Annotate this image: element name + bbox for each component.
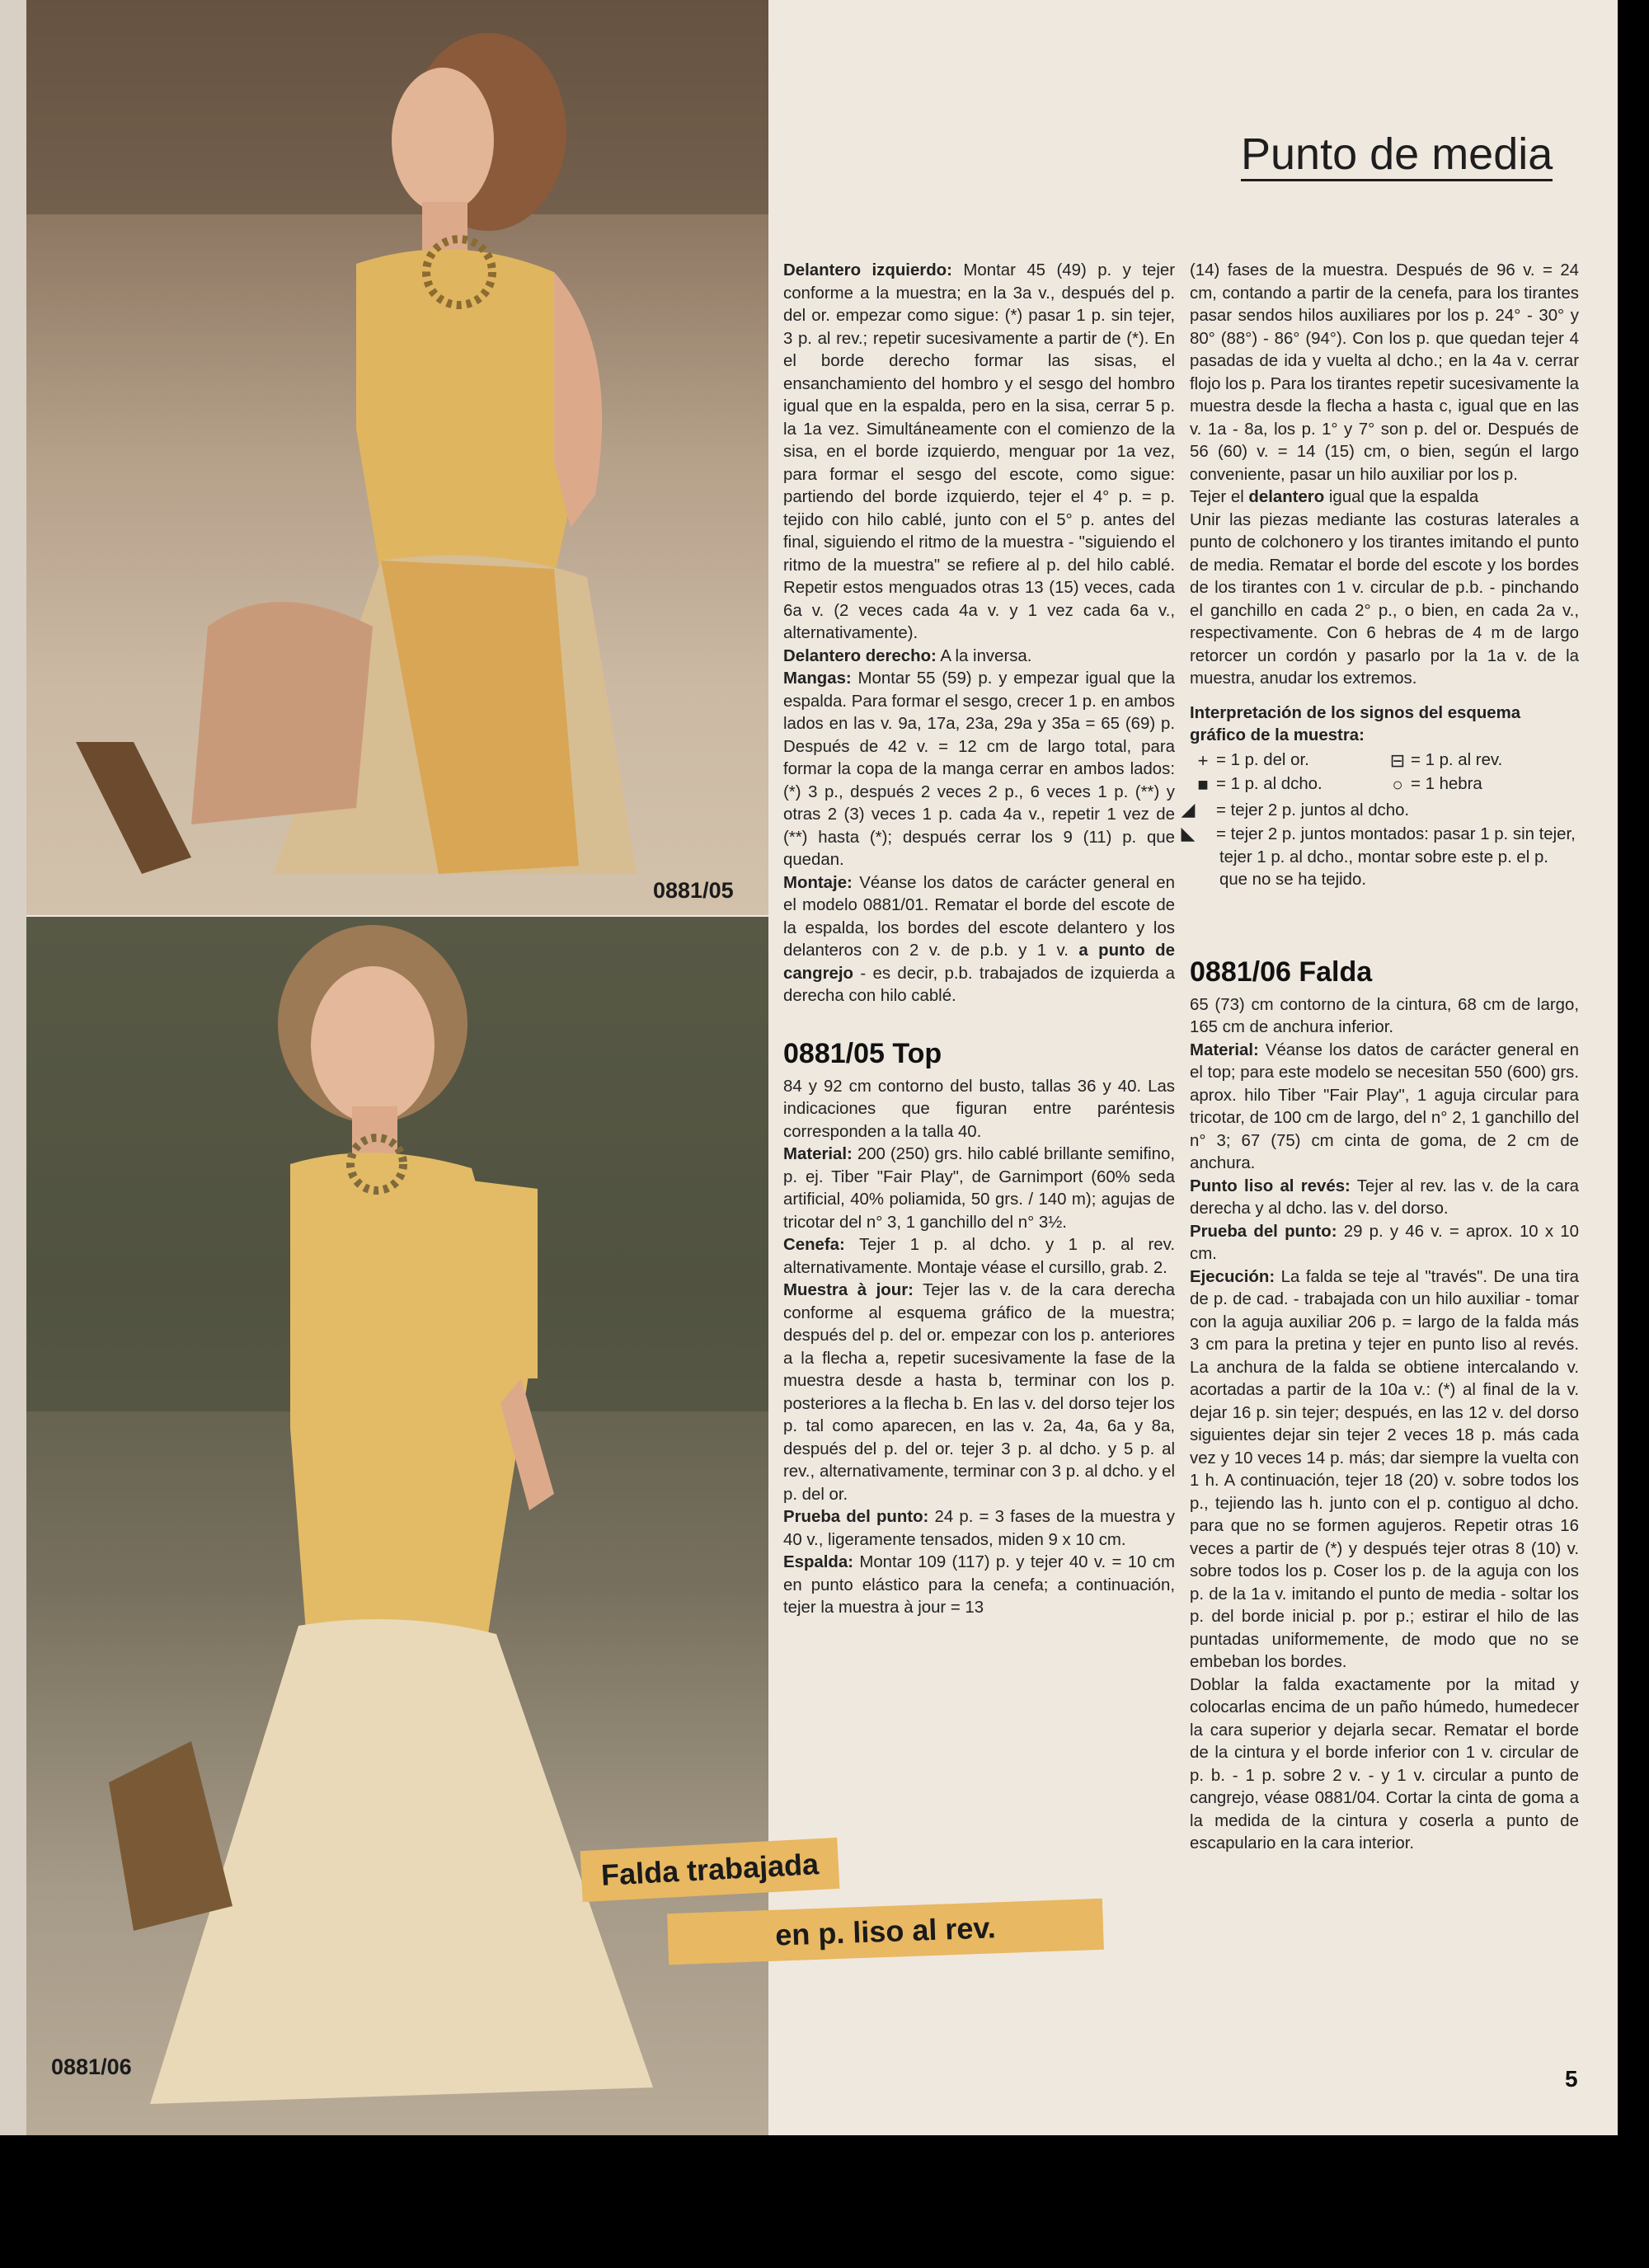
- edge-stitch-icon: +: [1197, 749, 1209, 771]
- paragraph-doblar: Doblar la falda exactamente por la mitad y colocarlas encima de un paño húmedo, humedecer la cara superior y dejarla secar. Rematar el borde de la cintura y el borde inferior con 1 v. circular de p. b. - 1 p. sobre 2 v. - y 1 v. circular a punto de cangrejo, véase 0881/04. Cortar la cinta de goma a la medida de la cintura y coserla a punto de escapulario en la cara interior.: [1190, 1675, 1579, 1852]
- text-column-right: [1181, 260, 1579, 1856]
- label-cenefa: Cenefa:: [783, 1236, 845, 1254]
- legend-item-6: = tejer 2 p. juntos montados: pasar 1 p. sin tejer, tejer 1 p. al dcho., montar sobre este p. el p. que no se ha tejido.: [1216, 825, 1576, 889]
- legend-item-3: = 1 p. al dcho.: [1216, 775, 1322, 793]
- text-cenefa: Tejer 1 p. al dcho. y 1 p. al rev. alternativamente. Montaje véase el cursillo, grab. 2.: [783, 1236, 1175, 1277]
- legend-item-5: = tejer 2 p. juntos al dcho.: [1216, 801, 1410, 819]
- label-espalda: Espalda:: [783, 1553, 853, 1571]
- label-punto-liso: Punto liso al revés:: [1190, 1176, 1351, 1195]
- text-punto-liso: Tejer al rev. las v. de la cara derecha y al dcho. las v. del dorso.: [1190, 1176, 1579, 1218]
- paragraph-delantero-izquierdo: [783, 260, 1175, 646]
- yarn-over-icon: ○: [1392, 774, 1403, 795]
- section-title: Punto de media: [1241, 130, 1553, 181]
- text-prueba: 24 p. = 3 fases de la muestra y 40 v., ligeramente tensados, miden 9 x 10 cm.: [783, 1508, 1175, 1549]
- text-montaje-1: Véanse los datos de carácter general en el modelo 0881/01. Rematar el borde del escote de la espalda, los bordes del escote delantero y los delanteros con 2 v. de p.b. y 1 v.: [783, 873, 1175, 960]
- text-falda-material: Véanse los datos de carácter general en el top; para este modelo se necesitan 550 (600) grs. aprox. hilo Tiber "Fair Play", 1 aguja circular para tricotar, de 100 cm de largo, del n° 2, 1 ganchillo del n° 3; 67 (75) cm cinta de goma, de 2 cm de anchura.: [1190, 1040, 1579, 1172]
- legend-item-4: = 1 hebra: [1411, 775, 1482, 793]
- photo-bottom-code: 0881/06: [51, 2054, 132, 2079]
- skp-icon: ◣: [1181, 823, 1196, 843]
- legend-title: Interpretación de los signos del esquema gráfico de la muestra:: [1190, 703, 1521, 744]
- paragraph-delantero: [1190, 486, 1579, 509]
- paragraph-unir: Unir las piezas mediante las costuras laterales a punto de colchonero y los tirantes imitando el punto de media. Rematar el borde del escote y los bordes de los tirantes con 1 v. circular de p.b. - pinchando el ganchillo en cada 2° p., o bien, en cada 2a v., respectivamente. Con 6 hebras de 4 m de largo retorcer un cordón y pasarlo por la 1a v. de la muestra, anudar los extremos.: [1190, 510, 1579, 688]
- label-prueba: Prueba del punto:: [783, 1508, 929, 1526]
- text-falda-prueba: 29 p. y 46 v. = aprox. 10 x 10 cm.: [1190, 1222, 1579, 1263]
- text-column-left: [783, 260, 1175, 1620]
- legend-item-2: = 1 p. al rev.: [1411, 750, 1503, 769]
- banner-line-2: en p. liso al rev.: [667, 1899, 1104, 1965]
- label-material: Material:: [783, 1145, 853, 1163]
- paragraph-montaje: [783, 872, 1175, 1008]
- label-falda-material: Material:: [1190, 1040, 1259, 1059]
- label-delantero-derecho: Delantero derecho:: [783, 646, 937, 665]
- paragraph-falda-prueba: [1190, 1221, 1579, 1266]
- label-montaje: Montaje:: [783, 873, 853, 892]
- paragraph-material: [783, 1143, 1175, 1234]
- label-ejecucion: Ejecución:: [1190, 1267, 1276, 1286]
- model-top-illustration: [26, 0, 768, 915]
- paragraph-falda-intro: 65 (73) cm contorno de la cintura, 68 cm de largo, 165 cm de anchura inferior.: [1190, 995, 1579, 1036]
- knit-stitch-icon: ■: [1197, 774, 1209, 795]
- paragraph-falda-material: [1190, 1040, 1579, 1176]
- paragraph-ejecucion: [1190, 1266, 1579, 1674]
- k2tog-icon: ◢: [1181, 798, 1196, 819]
- paragraph-punto-liso: [1190, 1176, 1579, 1221]
- heading-falda: 0881/06 Falda: [1190, 956, 1373, 988]
- heading-top: 0881/05 Top: [783, 1037, 942, 1069]
- paragraph-top-intro: 84 y 92 cm contorno del busto, tallas 36 y 40. Las indicaciones que figuran entre paréntesis corresponden a la talla 40.: [783, 1077, 1175, 1141]
- model-photo-bottom: [26, 917, 768, 2135]
- label-delantero-izquierdo: Delantero izquierdo:: [783, 261, 952, 279]
- text-delantero-bold: delantero: [1248, 488, 1325, 506]
- text-delantero-1: Tejer el: [1190, 488, 1249, 506]
- page-number: 5: [1565, 2066, 1578, 2092]
- text-delantero-izquierdo: Montar 45 (49) p. y tejer conforme a la muestra; en la 3a v., después del p. del or. empezar como sigue: (*) pasar 1 p. sin tejer, 3 p. al rev.; repetir sucesivamente a partir de (*). En el borde derecho formar las sisas, el ensanchamiento del hombro y el sesgo del hombro igual que en la espalda, pero en la sisa, cerrar 5 p. la 1a vez. Simultáneamente con el comienzo de la sisa, en el borde izquierdo, menguar por 1a vez, para formar el sesgo del escote, como sigue: partiendo del borde izquierdo, tejer el 4° p. = p. tejido con hilo cablé, junto con el 5° p. antes del final, siguiendo el ritmo de la muestra - "siguiendo el ritmo de la muestra" se refiere al p. del hilo cablé. Repetir estos menguados otras 13 (15) veces, cada 6a v. (2 veces cada 4a v. y 1 vez cada 6a v., alternativamente).: [783, 261, 1175, 642]
- label-muestra: Muestra à jour:: [783, 1281, 914, 1299]
- symbol-legend: [1181, 749, 1579, 892]
- text-ejecucion: La falda se teje al "través". De una tira de p. de cad. - trabajada con un hilo auxiliar - tomar con la aguja auxiliar 206 p. = largo de la falda más 3 cm para la pretina y tejer en punto liso al revés. La anchura de la falda se obtiene intercalando v. acortadas a partir de la 10a v.: (*) al final de la v. dejar 16 p. sin tejer; después, en las 12 v. del dorso siguientes dejar sin tejer 2 veces 18 p. más cada vez y 10 veces 14 p. más; dar siempre la vuelta con 1 h. A continuación, tejer 18 (20) v. sobre todos los p., tejiendo las h. junto con el p. contiguo al dcho. para que no se formen agujeros. Repetir otras 16 veces a partir de (*) y después tejer otras 8 (10) v. sobre todos los p. Coser los p. de la aguja con los p. de la 1a v. imitando el punto de media - soltar los p. del borde inicial p. por p.; estirar el hilo de las puntadas uniformemente, de modo que no se embeban los bordes.: [1190, 1267, 1579, 1671]
- text-mangas: Montar 55 (59) p. y empezar igual que la espalda. Para formar el sesgo, crecer 1 p. en ambos lados en las v. 9a, 17a, 23a, 29a y 35a = 65 (69) p. Después de 42 v. = 12 cm de largo total, para formar la copa de la manga cerrar en ambos lados: (*) 3 p., después 2 veces 2 p., 6 veces 1 p. (**) y otras 2 (3) veces 1 p. cada 4a v., repetir 1 vez de (**) hasta (*); después cerrar los 9 (11) p. que quedan.: [783, 669, 1175, 869]
- text-montaje-2: - es decir, p.b. trabajados de izquierda a derecha con hilo cablé.: [783, 964, 1175, 1005]
- text-delantero-2: igual que la espalda: [1324, 488, 1479, 506]
- paragraph-mangas: [783, 668, 1175, 872]
- model-bottom-illustration: [26, 917, 768, 2135]
- text-muestra: Tejer las v. de la cara derecha conforme al esquema gráfico de la muestra; después del p. del or. empezar con los p. anteriores a la flecha a, repetir sucesivamente la fase de la muestra desde a hasta b, terminar con los p. posteriores a la flecha b. En las v. del dorso tejer los p. tal como aparecen, en las v. 2a, 4a, 6a y 8a, después del p. del or. tejer 3 p. al dcho. y 5 p. al rev., alternativamente, terminar con 3 p. al dcho. y el p. del or.: [783, 1281, 1175, 1504]
- paragraph-continuation: (14) fases de la muestra. Después de 96 v. = 24 cm, contando a partir de la cenefa, para los tirantes pasar sendos hilos auxiliares por los p. 24° - 30° y 80° (88°) - 86° (94°). Con los p. que quedan tejer 4 pasadas de ida y vuelta al dcho.; en la 4a v. cerrar flojo los p. Para los tirantes repetir sucesivamente la muestra desde la flecha a hasta c, igual que en las v. 1a - 8a, los p. 1° y 7° son p. del or. Después de 56 (60) v. = 14 (15) cm, o bien, según el largo conveniente, pasar un hilo auxiliar por los p.: [1190, 261, 1579, 484]
- legend-item-1: = 1 p. del or.: [1216, 750, 1309, 769]
- text-delantero-derecho: A la inversa.: [936, 646, 1032, 665]
- model-photo-top: [26, 0, 768, 915]
- paragraph-muestra: [783, 1280, 1175, 1506]
- text-espalda: Montar 109 (117) p. y tejer 40 v. = 10 cm en punto elástico para la cenefa; a continuación, tejer la muestra à jour = 13: [783, 1553, 1175, 1617]
- text-material: 200 (250) grs. hilo cablé brillante semifino, p. ej. Tiber "Fair Play", de Garnimport (60% seda artificial, 40% poliamida, 50 grs. / 140 m); agujas de tricotar del n° 3, 1 ganchillo del n° 3½.: [783, 1145, 1175, 1232]
- paragraph-delantero-derecho: [783, 646, 1175, 669]
- photo-top-code: 0881/05: [653, 878, 734, 903]
- paragraph-prueba: [783, 1506, 1175, 1552]
- banner-line-1: Falda trabajada: [580, 1838, 840, 1902]
- purl-stitch-icon: ⊟: [1389, 749, 1406, 771]
- page-edge: [0, 0, 26, 2135]
- label-falda-prueba: Prueba del punto:: [1190, 1222, 1337, 1241]
- text-montaje-bold: a punto de cangrejo: [783, 941, 1175, 983]
- label-mangas: Mangas:: [783, 669, 852, 688]
- paragraph-cenefa: [783, 1234, 1175, 1280]
- paragraph-espalda: [783, 1552, 1175, 1620]
